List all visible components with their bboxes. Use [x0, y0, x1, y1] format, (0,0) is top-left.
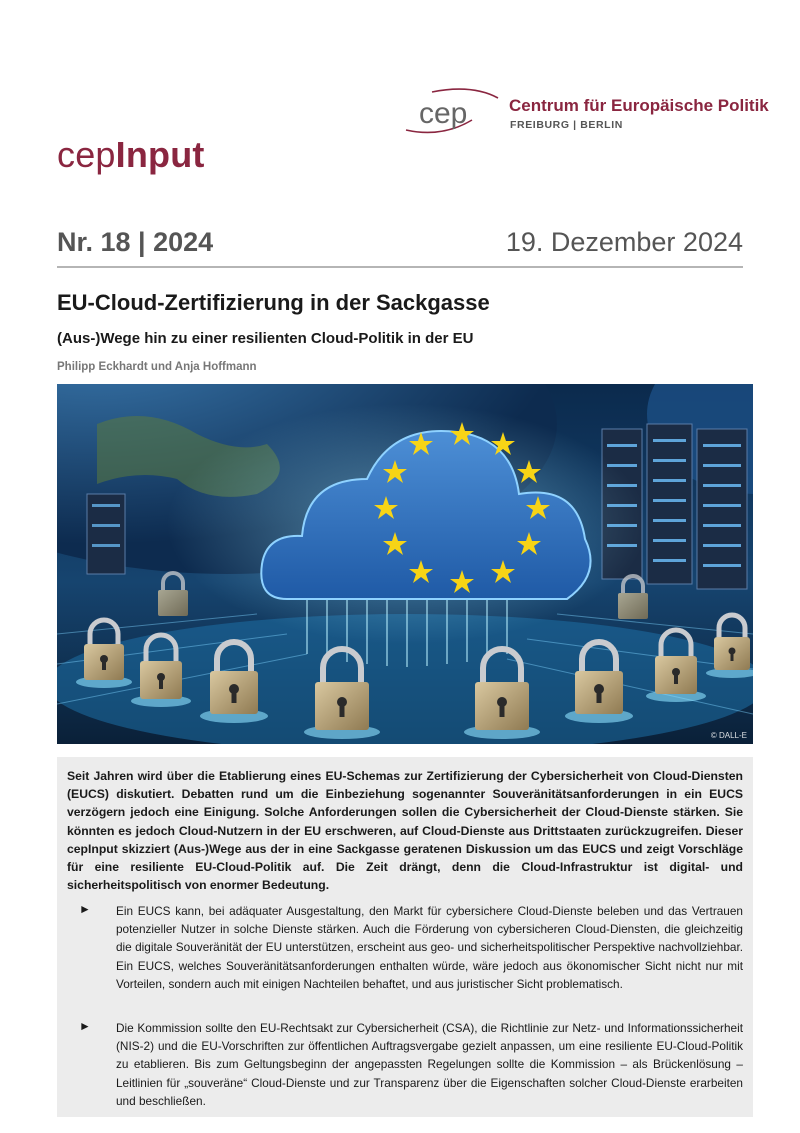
document-authors: Philipp Eckhardt und Anja Hoffmann — [57, 361, 257, 373]
summary-bullet — [67, 1019, 743, 1110]
publication-brand — [57, 134, 205, 176]
bullet-arrow-icon: ► — [79, 1019, 91, 1033]
issue-number: Nr. 18 | 2024 — [57, 227, 214, 257]
header-divider — [57, 266, 743, 268]
hero-illustration — [57, 384, 753, 744]
bullet-text: Die Kommission sollte den EU-Rechtsakt zur Cybersicherheit (CSA), die Richtlinie zur Netz- und Informationssicherheit (NIS-2) und die EU-Vorschriften zur öffentlichen Auftragsvergabe gezielt anpassen, um eine resiliente EU-Cloud-Politik zu etablieren. Bis zum Geltungsbeginn der angepassten Regelungen sollte die Kommission – als Brückenlösung – Leitlinien für „souveräne“ Cloud-Dienste und zur Transparenz über die Eigenschaften solcher Cloud-Dienste erarbeiten und beschließen. — [116, 1021, 743, 1108]
issue-date: 19. Dezember 2024 — [505, 227, 743, 257]
cep-logo-text: cep — [419, 97, 468, 130]
bullet-arrow-icon: ► — [79, 902, 91, 916]
cep-logo — [402, 86, 502, 136]
summary-box — [57, 757, 753, 1117]
document-subtitle: (Aus-)Wege hin zu einer resilienten Cloud-Politik in der EU — [57, 330, 474, 347]
summary-lead: Seit Jahren wird über die Etablierung eines EU-Schemas zur Zertifizierung der Cybersicherheit von Cloud-Diensten (EUCS) diskutiert. Debatten rund um die Einbeziehung sogenannter Souveränitätsanforderungen in ein EUCS verzögern jedoch eine Einigung. Solche Anforderungen sollen die Cybersicherheit der Cloud-Dienste stärken. Sie könnten es jedoch Cloud-Nutzern in der EU erschweren, auf Cloud-Dienste aus Drittstaaten zurückzugreifen. Dieser cepInput skizziert (Aus-)Wege aus der in eine Sackgasse geratenen Diskussion um das EUCS und zeigt Vorschläge für eine resiliente EU-Cloud-Politik auf. Die Zeit drängt, denn die Cloud-Infrastruktur ist digital- und sicherheitspolitisch von enormer Bedeutung. — [67, 769, 743, 893]
logo-cities: FREIBURG | BERLIN — [510, 119, 623, 131]
eu-cloud-illustration — [57, 384, 753, 744]
document-title: EU-Cloud-Zertifizierung in der Sackgasse — [57, 290, 490, 315]
bullet-text: Ein EUCS kann, bei adäquater Ausgestaltung, den Markt für cybersichere Cloud-Dienste beleben und das Vertrauen potenzieller Nutzer in solche Dienste stärken. Auch die Förderung von cybersicheren Cloud-Diensten, die gleichzeitig die digitale Souveränität der EU unterstützen, erscheint aus geo- und sicherheitspolitischer Perspektive nachvollziehbar. Ein EUCS, welches Souveränitätsanforderungen enthalten würde, wäre jedoch aus ökonomischer Sicht nicht nur mit Vorteilen, sondern auch mit einigen Nachteilen behaftet, und aus juristischer Sicht problematisch. — [116, 904, 743, 991]
summary-bullet — [67, 902, 743, 993]
logo-organization-name: Centrum für Europäische Politik — [509, 96, 769, 115]
brand-suffix: Input — [115, 134, 205, 175]
brand-prefix: cep — [57, 134, 116, 175]
cep-logo-swoosh — [402, 86, 502, 136]
image-credit: © DALL-E — [710, 731, 747, 740]
